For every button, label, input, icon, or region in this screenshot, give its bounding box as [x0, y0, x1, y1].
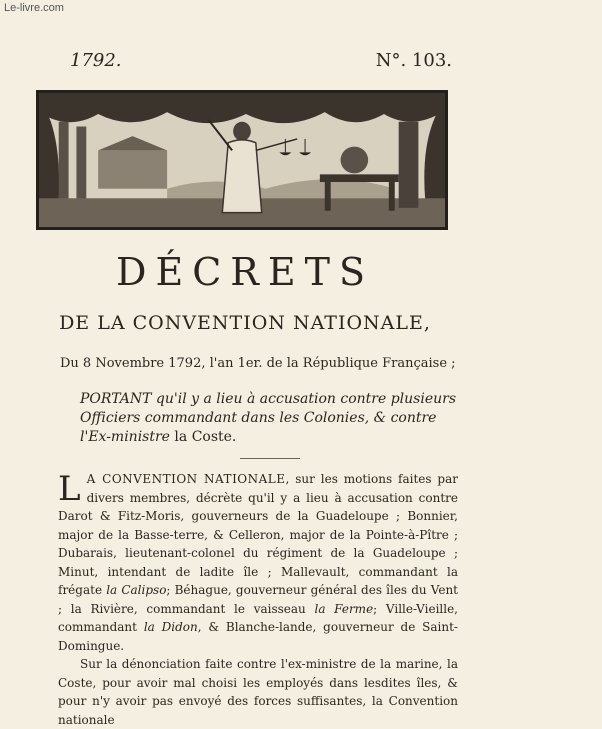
divider: [240, 458, 300, 459]
decree-summary: [80, 390, 465, 447]
issue-number: N°. 103.: [375, 50, 452, 71]
decree-body: [58, 470, 458, 729]
engraving-vignette: [36, 90, 448, 230]
document-title: DÉCRETS: [115, 250, 374, 294]
ship-name: la Calipso: [106, 583, 167, 597]
body-text-b: ; Béhague, gouverneur général des îles du Vent ; la Rivière, commandant le vaisseau: [58, 583, 458, 616]
year: 1792.: [70, 50, 122, 71]
dateline: Du 8 Novembre 1792, l'an 1er. de la République Française ;: [60, 356, 456, 371]
summary-name: la Coste.: [174, 429, 237, 445]
justice-engraving: [39, 93, 445, 227]
body-text-a: , sur les motions faites par divers membres, décrète qu'il y a lieu à accusation contre Darot & Fitz-Moris, gouverneurs de la Guadeloupe ; Bonnier, major de la Basse-terre, & Celleron, major de la Pointe-à-Pître ; Dubarais, lieutenant-colonel du régiment de la Guadeloupe ; Minut, intendant de ladite île ; Mallevault, commandant la frégate: [58, 472, 458, 597]
body-text-d: , & Blanche-lande, gouverneur de Saint-Domingue.: [58, 620, 458, 653]
ship-name: la Ferme: [314, 601, 374, 616]
watermark: Le-livre.com: [4, 2, 64, 14]
body-text-c: ; Ville-Vieille, commandant: [58, 601, 458, 634]
paragraph-2: Sur la dénonciation faite contre l'ex-ministre de la marine, la Coste, pour avoir mal choisi les employés dans lesdites îles, & pour n'y avoir pas envoyé des forces suffisantes, la Convention nationale: [58, 657, 458, 727]
paragraph-1: [58, 470, 458, 655]
header-line: [70, 50, 452, 71]
smallcaps-lead: A CONVENTION NATIONALE: [86, 472, 286, 486]
document-subtitle: DE LA CONVENTION NATIONALE,: [59, 312, 431, 334]
dropcap: L: [58, 469, 81, 509]
ship-name: la Didon: [143, 620, 198, 634]
summary-lead: PORTANT qu'il y a lieu à accusation contre plusieurs Officiers commandant dans les Colonies, & contre l'Ex-ministre: [80, 391, 457, 445]
